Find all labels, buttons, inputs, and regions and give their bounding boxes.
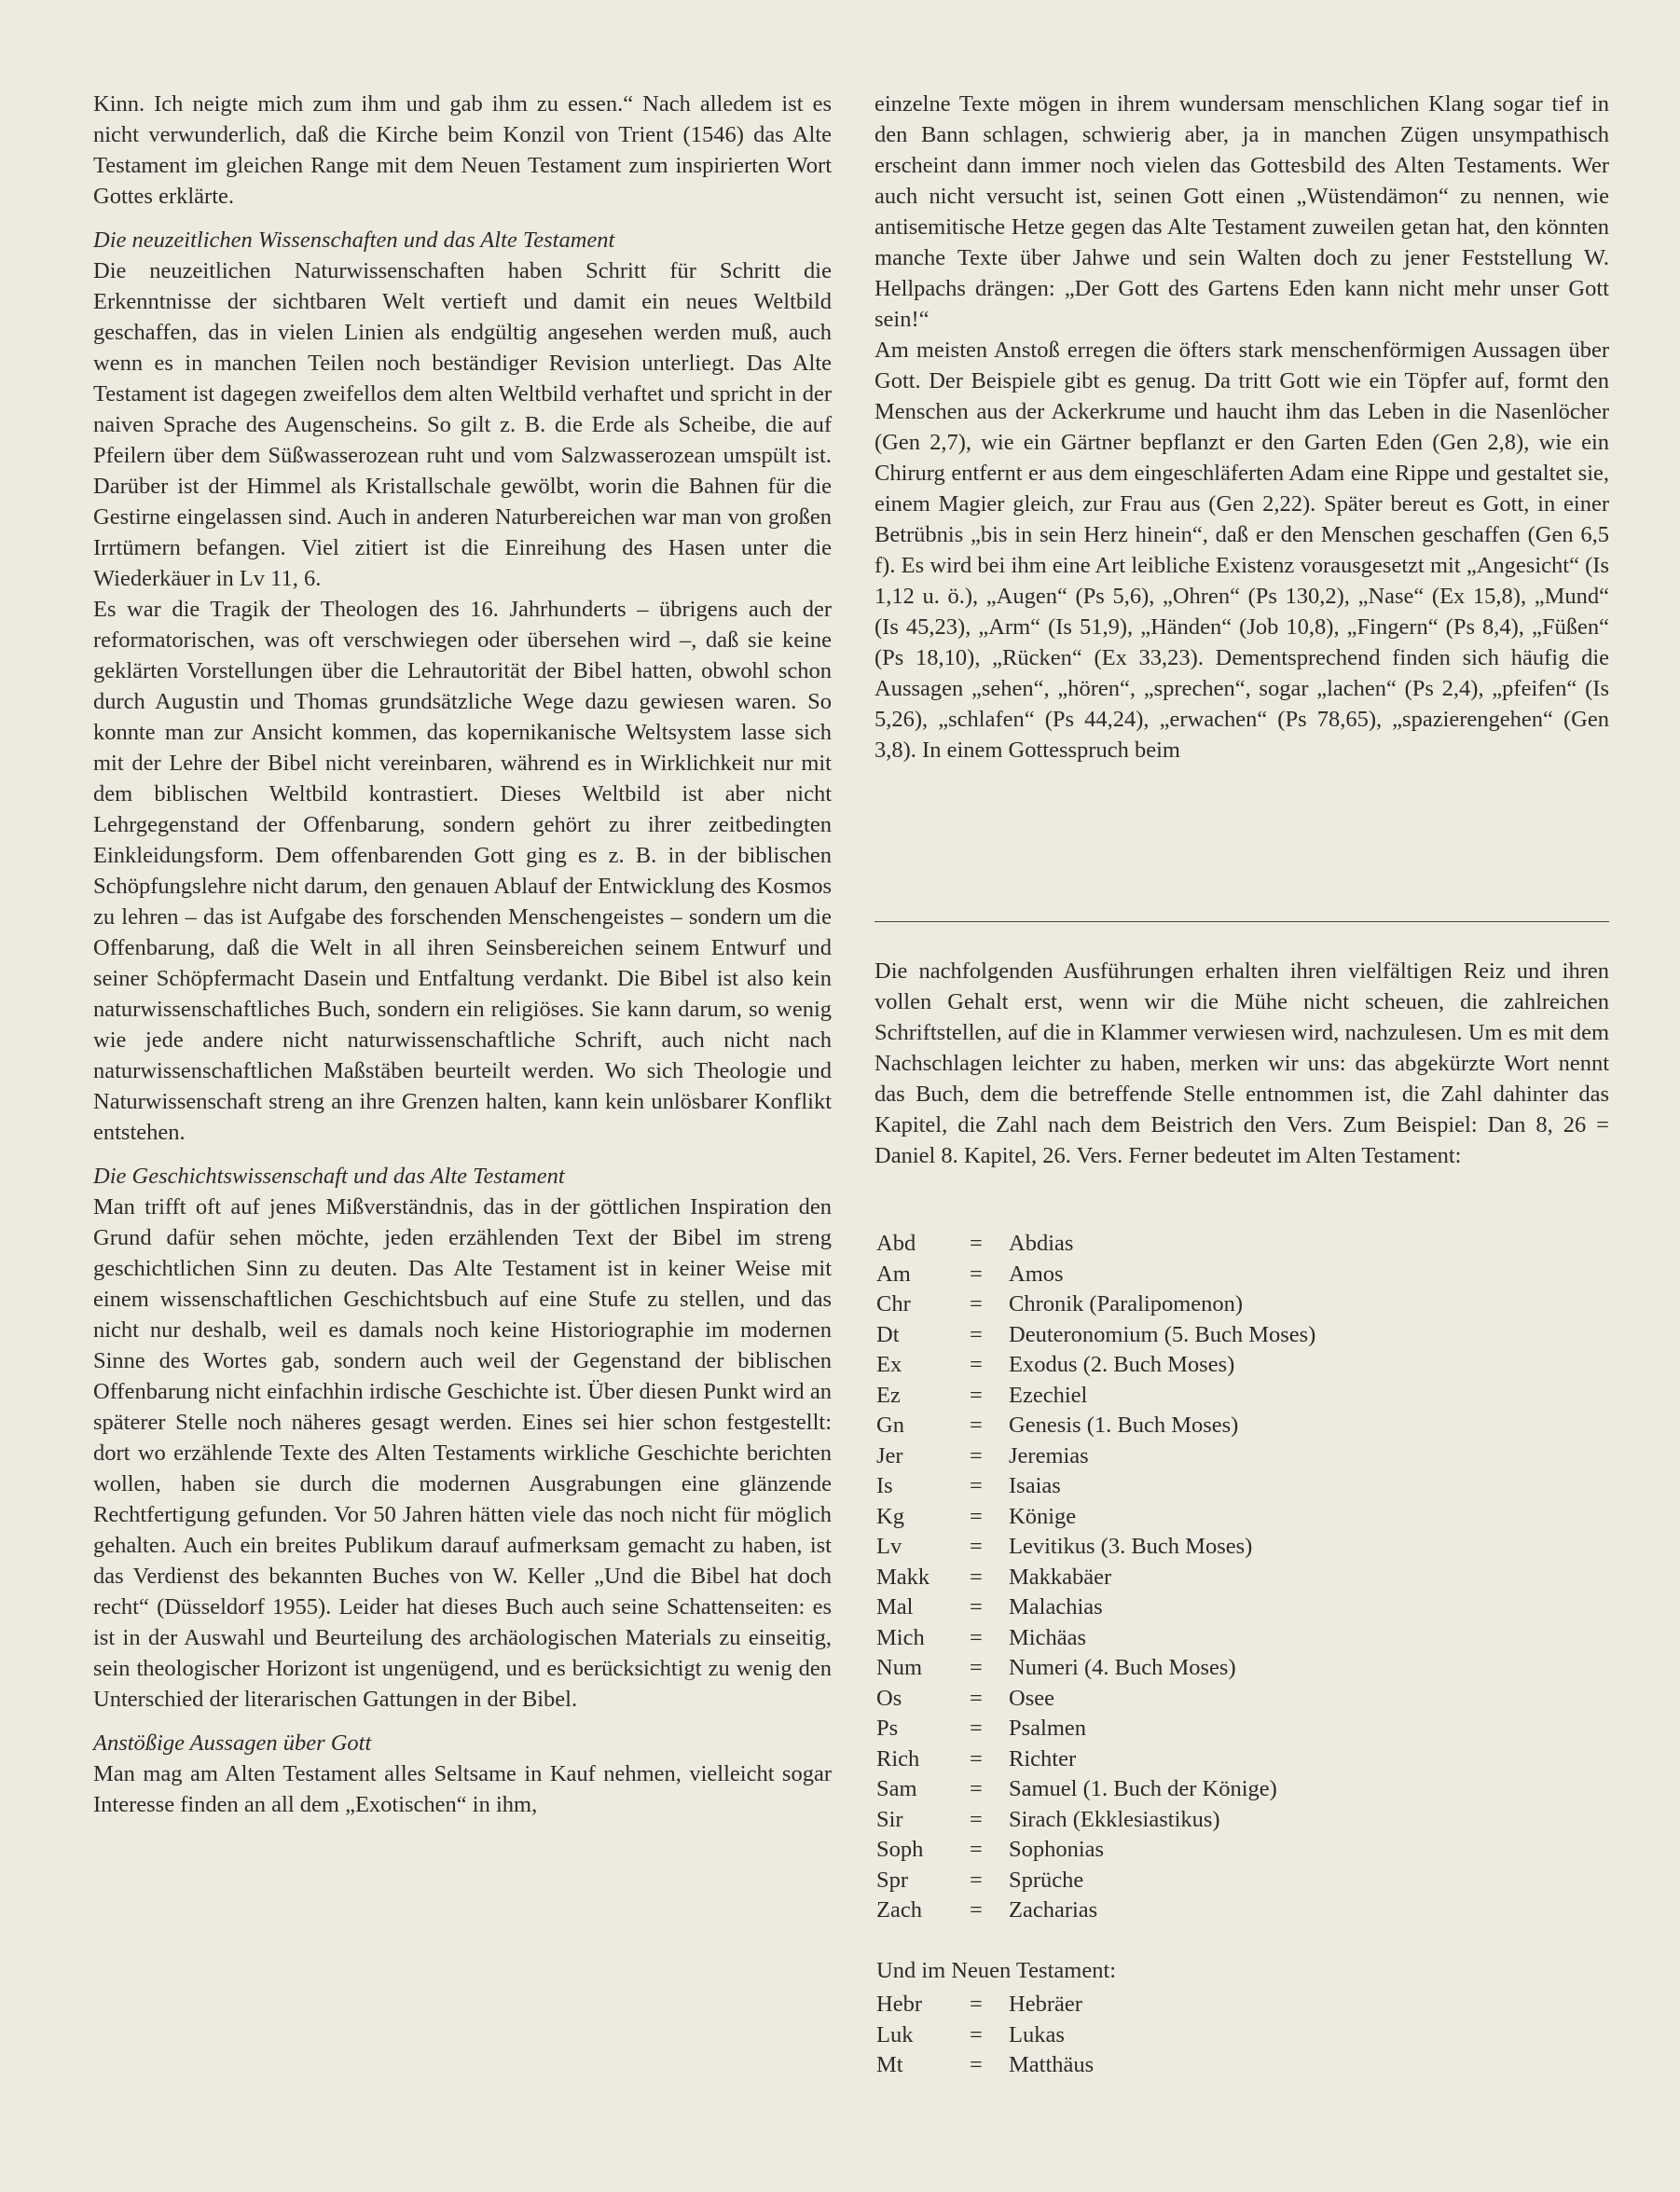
left-column <box>93 89 832 1820</box>
paragraph: Man trifft oft auf jenes Mißverständnis, das in der göttlichen Inspiration den Grund dafür sehen möchte, jeden erzählenden Text der Bibel im streng geschichtlichen Sinn zu deuten. Das Alte Testament ist in keiner Weise mit einem wissenschaftlichen Geschichtsbuch auf eine Stufe zu stellen, und das nicht nur deshalb, weil es damals noch keine Historiographie im modernen Sinne des Wortes gab, sondern auch weil der Gegenstand der biblischen Offenbarung nicht einfachhin irdische Geschichte ist. Über diesen Punkt wird an späterer Stelle noch näheres gesagt werden. Eines sei hier schon festgestellt: dort wo erzählende Texte des Alten Testaments wirkliche Geschichte berichten wollen, haben sie durch die modernen Ausgrabungen eine glänzende Rechtfertigung gefunden. Vor 50 Jahren hätten viele das noch nicht für möglich gehalten. Auch ein breites Publikum darauf aufmerksam gemacht zu haben, ist das Verdienst des bekannten Buches von W. Keller „Und die Bibel hat doch recht“ (Düsseldorf 1955). Leider hat dieses Buch auch seine Schattenseiten: es ist in der Auswahl und Beurteilung des archäologischen Materials zu einseitig, sein theologischer Horizont ist ungenügend, und es berücksichtigt zu wenig den Unterschied der literarischen Gattungen in der Bibel. <box>93 1194 832 1712</box>
equals-sign: = <box>970 1291 983 1317</box>
book-name: Makkabäer <box>1009 1564 1112 1590</box>
book-name: Numeri (4. Buch Moses) <box>1009 1655 1236 1680</box>
book-name: Malachias <box>1009 1594 1103 1620</box>
abbreviation: Spr <box>876 1867 909 1893</box>
abbreviation-row <box>876 1502 1315 1533</box>
abbreviation-row <box>876 1774 1315 1805</box>
equals-sign: = <box>970 1624 983 1650</box>
abbreviation-row <box>876 1623 1315 1654</box>
book-name: Sophonias <box>1009 1837 1105 1862</box>
equals-sign: = <box>970 1321 983 1347</box>
abbreviation: Rich <box>876 1745 920 1772</box>
book-name: Sprüche <box>1009 1867 1084 1893</box>
abbreviation-row <box>876 1411 1315 1441</box>
abbreviation: Hebr <box>876 1992 922 2017</box>
equals-sign: = <box>970 1564 983 1590</box>
paragraph: Am meisten Anstoß erregen die öfters stark menschenförmigen Aussagen über Gott. Der Beispiele gibt es genug. Da tritt Gott wie ein Töpfer auf, formt den Menschen aus der Ackerkrume und haucht ihm das Leben in die Nasenlöcher (Gen 2,7), wie ein Gärtner bepflanzt er den Garten Eden (Gen 2,8), wie ein Chirurg entfernt er aus dem eingeschläferten Adam eine Rippe und gestaltet sie, einem Magier gleich, zur Frau aus (Gen 2,22). Später bereut es Gott, in einer Betrübnis „bis in sein Herz hinein“, daß er den Menschen geschaffen (Gen 6,5 f). Es wird bei ihm eine Art leibliche Existenz vorausgesetzt mit „Angesicht“ (Is 1,12 u. ö.), „Augen“ (Ps 5,6), „Ohren“ (Ps 130,2), „Nase“ (Ex 15,8), „Mund“ (Is 45,23), „Arm“ (Is 51,9), „Händen“ (Job 10,8), „Fingern“ (Ps 8,4), „Füßen“ (Ps 18,10), „Rücken“ (Ex 33,23). Dementsprechend finden sich häufig die Aussagen „sehen“, „hören“, „sprechen“, sogar „lachen“ (Ps 2,4), „pfeifen“ (Is 5,26), „schlafen“ (Ps 44,24), „erwachen“ (Ps 78,65), „spazierengehen“ (Gen 3,8). In einem Gottesspruch beim <box>874 338 1609 763</box>
abbreviation-row <box>876 1260 1315 1290</box>
abbreviation: Lv <box>876 1534 902 1559</box>
abbreviation-row <box>876 2050 1094 2081</box>
abbreviation-row <box>876 1714 1315 1744</box>
abbreviation: Abd <box>876 1231 916 1256</box>
abbreviation: Mal <box>876 1594 914 1620</box>
book-name: Matthäus <box>1009 2052 1095 2077</box>
book-name: Amos <box>1009 1261 1064 1287</box>
book-name: Isaias <box>1009 1473 1061 1498</box>
abbreviation-row <box>876 1990 1094 2020</box>
paragraph: einzelne Texte mögen in ihrem wundersam menschlichen Klang sogar tief in den Bann schlagen, schwierig aber, ja in manchen Zügen unsympathisch erscheint dann immer noch vielen das Gottesbild des Alten Testaments. Wer auch nicht versucht ist, seinen Gott einen „Wüstendämon“ zu nennen, wie antisemitische Hetze gegen das Alte Testament zuweilen getan hat, den könnten manche Texte über Jahwe und sein Walten doch zu jener Feststellung W. Hellpachs drängen: „Der Gott des Gartens Eden kann nicht mehr unser Gott sein!“ <box>874 91 1609 332</box>
abbreviation: Mt <box>876 2052 903 2077</box>
equals-sign: = <box>970 1594 983 1620</box>
equals-sign: = <box>970 1261 983 1287</box>
abbreviation-row <box>876 1744 1315 1775</box>
abbreviation-row <box>876 1350 1315 1381</box>
abbreviation: Kg <box>876 1503 904 1529</box>
equals-sign: = <box>970 1776 983 1801</box>
book-name: Deuteronomium (5. Buch Moses) <box>1009 1321 1316 1347</box>
abbreviation: Jer <box>876 1442 903 1468</box>
book-name: Hebräer <box>1009 1992 1082 2017</box>
abbreviation-row <box>876 1592 1315 1623</box>
abbreviation-row <box>876 1805 1315 1836</box>
equals-sign: = <box>970 1413 983 1438</box>
abbreviation: Sir <box>876 1806 903 1832</box>
abbreviation: Luk <box>876 2021 914 2047</box>
abbreviation-row <box>876 1835 1315 1866</box>
abbreviation: Num <box>876 1655 922 1680</box>
new-testament-heading: Und im Neuen Testament: <box>876 1958 1117 1983</box>
equals-sign: = <box>970 1503 983 1529</box>
right-column <box>874 89 1609 765</box>
book-name: Exodus (2. Buch Moses) <box>1009 1352 1235 1377</box>
equals-sign: = <box>970 1352 983 1377</box>
book-name: Könige <box>1009 1503 1077 1529</box>
equals-sign: = <box>970 1382 983 1408</box>
paragraph: Die neuzeitlichen Naturwissenschaften haben Schritt für Schritt die Erkenntnisse der sichtbaren Welt vertieft und damit ein neues Weltbild geschaffen, das in vielen Linien als endgültig angesehen werden muß, auch wenn es in manchen Teilen noch beständiger Revision unterliegt. Das Alte Testament ist dagegen zweifellos dem alten Weltbild verhaftet und spricht in der naiven Sprache des Augenscheins. So gilt z. B. die Erde als Scheibe, die auf Pfeilern über dem Süßwasserozean ruht und vom Salzwasserozean umspült ist. Darüber ist der Himmel als Kristallschale gewölbt, worin die Bahnen für die Gestirne eingelassen sind. Auch in anderen Naturbereichen war man von großen Irrtümern befangen. Viel zitiert ist die Einreihung des Hasen unter die Wiederkäuer in Lv 11, 6. <box>93 258 832 591</box>
abbreviation-list-old-testament <box>876 1229 1315 1926</box>
abbreviation-row <box>876 1532 1315 1563</box>
abbreviation: Gn <box>876 1413 904 1438</box>
abbreviation: Soph <box>876 1837 924 1862</box>
equals-sign: = <box>970 1231 983 1256</box>
book-name: Abdias <box>1009 1231 1074 1256</box>
abbreviation: Chr <box>876 1291 911 1317</box>
abbreviation-row <box>876 1441 1315 1472</box>
equals-sign: = <box>970 1685 983 1711</box>
section-heading: Die Geschichtswissenschaft und das Alte Testament <box>93 1164 565 1189</box>
equals-sign: = <box>970 1837 983 1862</box>
reference-note <box>874 956 1609 1171</box>
equals-sign: = <box>970 1806 983 1832</box>
book-name: Ezechiel <box>1009 1382 1088 1408</box>
abbreviation: Makk <box>876 1564 930 1590</box>
section-heading: Anstößige Aussagen über Gott <box>93 1730 372 1756</box>
abbreviation-row <box>876 2020 1094 2051</box>
book-name: Osee <box>1009 1685 1054 1711</box>
book-name: Chronik (Paralipomenon) <box>1009 1291 1244 1317</box>
equals-sign: = <box>970 1473 983 1498</box>
abbreviation: Dt <box>876 1321 900 1347</box>
abbreviation: Am <box>876 1261 911 1287</box>
abbreviation-row <box>876 1563 1315 1593</box>
section-heading: Die neuzeitlichen Wissenschaften und das Alte Testament <box>93 227 615 253</box>
equals-sign: = <box>970 1992 983 2017</box>
equals-sign: = <box>970 1716 983 1741</box>
paragraph: Die nachfolgenden Ausführungen erhalten ihren vielfältigen Reiz und ihren vollen Gehalt erst, wenn wir die Mühe nicht scheuen, die zahlreichen Schriftstellen, auf die in Klammer verwiesen wird, nachzulesen. Um es mit dem Nachschlagen leichter zu haben, merken wir uns: das abgekürzte Wort nennt das Buch, dem die betreffende Stelle entnommen ist, die Zahl dahinter das Kapitel, die Zahl nach dem Beistrich den Vers. Zum Beispiel: Dan 8, 26 = Daniel 8. Kapitel, 26. Vers. Ferner bedeutet im Alten Testament: <box>874 958 1609 1168</box>
abbreviation: Os <box>876 1685 902 1711</box>
book-name: Levitikus (3. Buch Moses) <box>1009 1534 1253 1559</box>
abbreviation-row <box>876 1684 1315 1715</box>
abbreviation: Mich <box>876 1624 925 1650</box>
abbreviation-row <box>876 1896 1315 1926</box>
equals-sign: = <box>970 1745 983 1772</box>
abbreviation-row <box>876 1229 1315 1260</box>
equals-sign: = <box>970 1655 983 1680</box>
divider <box>874 921 1609 922</box>
book-name: Lukas <box>1009 2021 1065 2047</box>
book-name: Sirach (Ekklesiastikus) <box>1009 1806 1220 1832</box>
abbreviation: Is <box>876 1473 893 1498</box>
abbreviation-row <box>876 1289 1315 1320</box>
book-name: Richter <box>1009 1745 1077 1772</box>
abbreviation-row <box>876 1471 1315 1502</box>
abbreviation: Ps <box>876 1716 899 1741</box>
abbreviation-list-new-testament <box>876 1990 1094 2081</box>
abbreviation-row <box>876 1320 1315 1351</box>
paragraph: Man mag am Alten Testament alles Seltsame in Kauf nehmen, vielleicht sogar Interesse finden an all dem „Exotischen“ in ihm, <box>93 1761 832 1817</box>
paragraph: Es war die Tragik der Theologen des 16. Jahrhunderts – übrigens auch der reformatorischen, was oft verschwiegen oder übersehen wird –, daß sie keine geklärten Vorstellungen über die Lehrautorität der Bibel hatten, obwohl schon durch Augustin und Thomas grundsätzliche Wege dazu gewiesen waren. So konnte man zur Ansicht kommen, das kopernikanische Weltsystem lasse sich mit der Lehre der Bibel nicht vereinbaren, während es in Wirklichkeit nur mit dem biblischen Weltbild kontrastiert. Dieses Weltbild ist aber nicht Lehrgegenstand der Offenbarung, sondern gehört zu ihrer zeitbedingten Einkleidungsform. Dem offenbarenden Gott ging es z. B. in der biblischen Schöpfungslehre nicht darum, den genauen Ablauf der Entwicklung des Kosmos zu lehren – das ist Aufgabe des forschenden Menschengeistes – sondern um die Offenbarung, daß die Welt in all ihren Seinsbereichen seinem Entwurf und seiner Schöpfermacht Dasein und Entfaltung verdankt. Die Bibel ist also kein naturwissenschaftliches Buch, sondern ein religiöses. Sie kann darum, so wenig wie jede andere nicht naturwissenschaftliche Schrift, auch nicht nach naturwissenschaftlichen Maßstäben beurteilt werden. Wo sich Theologie und Naturwissenschaft streng an ihre Grenzen halten, kann kein unlösbarer Konflikt entstehen. <box>93 597 832 1145</box>
book-name: Psalmen <box>1009 1716 1087 1741</box>
abbreviation: Ez <box>876 1382 901 1408</box>
abbreviation-row <box>876 1866 1315 1896</box>
abbreviation-row <box>876 1381 1315 1412</box>
paragraph: Kinn. Ich neigte mich zum ihm und gab ihm zu essen.“ Nach alledem ist es nicht verwunderlich, daß die Kirche beim Konzil von Trient (1546) das Alte Testament im gleichen Range mit dem Neuen Testament zum inspirierten Wort Gottes erklärte. <box>93 91 832 209</box>
equals-sign: = <box>970 1442 983 1468</box>
book-name: Jeremias <box>1009 1442 1089 1468</box>
abbreviation: Sam <box>876 1776 917 1801</box>
book-name: Samuel (1. Buch der Könige) <box>1009 1776 1277 1801</box>
equals-sign: = <box>970 1897 983 1923</box>
equals-sign: = <box>970 1534 983 1559</box>
abbreviation: Zach <box>876 1897 922 1923</box>
book-name: Zacharias <box>1009 1897 1098 1923</box>
book-name: Genesis (1. Buch Moses) <box>1009 1413 1239 1438</box>
abbreviation: Ex <box>876 1352 902 1377</box>
abbreviation-row <box>876 1653 1315 1684</box>
equals-sign: = <box>970 2021 983 2047</box>
equals-sign: = <box>970 1867 983 1893</box>
equals-sign: = <box>970 2052 983 2077</box>
book-name: Michäas <box>1009 1624 1086 1650</box>
